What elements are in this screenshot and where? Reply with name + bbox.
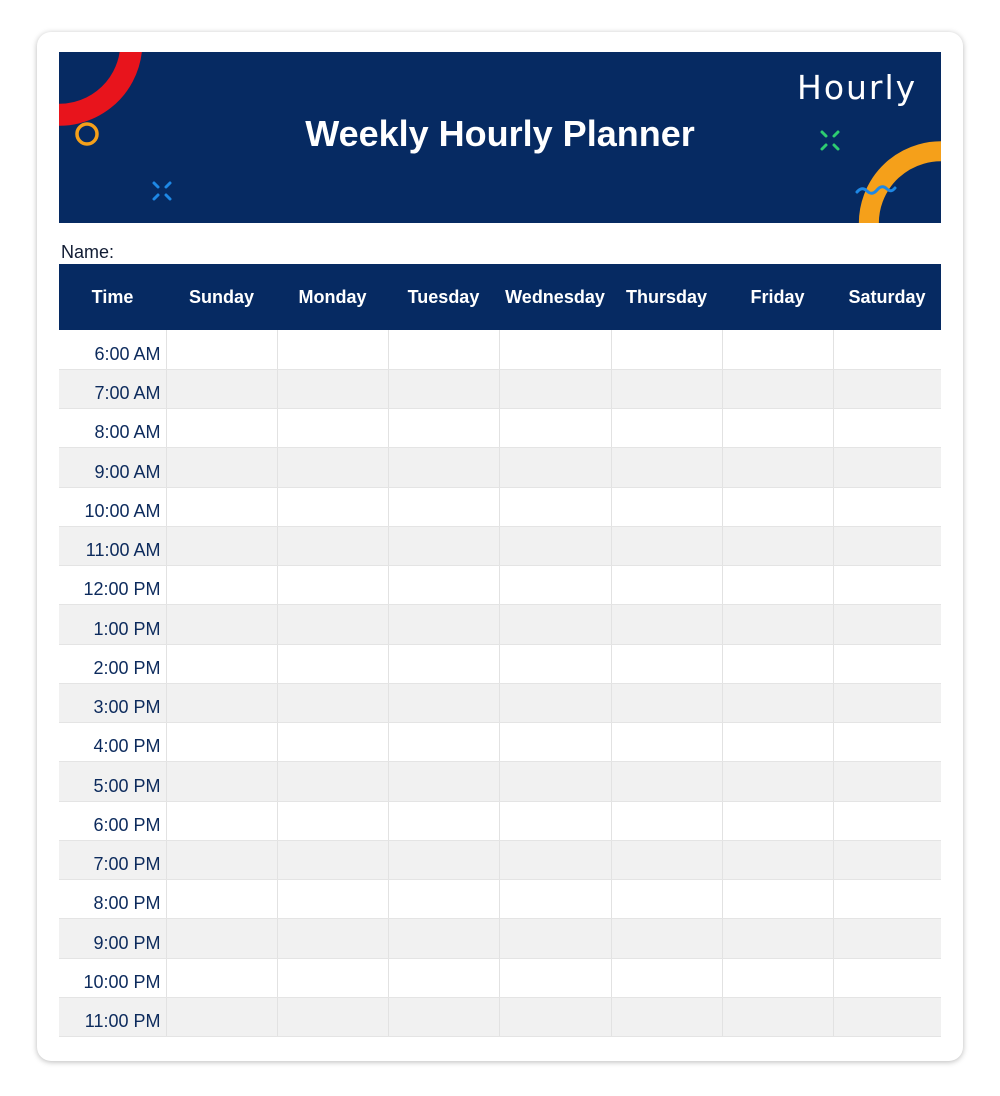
- planner-cell-tuesday[interactable]: [388, 644, 499, 683]
- planner-cell-sunday[interactable]: [166, 840, 277, 879]
- planner-cell-tuesday[interactable]: [388, 958, 499, 997]
- header-banner: [59, 52, 941, 223]
- planner-cell-saturday[interactable]: [833, 409, 941, 448]
- time-label: 10:00 AM: [59, 487, 166, 526]
- planner-cell-sunday[interactable]: [166, 409, 277, 448]
- planner-cell-friday[interactable]: [722, 526, 833, 565]
- planner-cell-wednesday[interactable]: [499, 880, 611, 919]
- planner-cell-friday[interactable]: [722, 330, 833, 369]
- planner-cell-wednesday[interactable]: [499, 409, 611, 448]
- planner-cell-tuesday[interactable]: [388, 683, 499, 722]
- planner-table: [59, 264, 941, 1037]
- planner-cell-thursday[interactable]: [611, 880, 722, 919]
- planner-cell-sunday[interactable]: [166, 448, 277, 487]
- planner-cell-sunday[interactable]: [166, 958, 277, 997]
- table-row: [59, 997, 941, 1036]
- table-row: [59, 840, 941, 879]
- planner-cell-tuesday[interactable]: [388, 566, 499, 605]
- planner-cell-saturday[interactable]: [833, 723, 941, 762]
- time-label: 11:00 PM: [59, 997, 166, 1036]
- time-label: 11:00 AM: [59, 526, 166, 565]
- table-row: [59, 605, 941, 644]
- planner-body: [59, 330, 941, 1037]
- planner-cell-wednesday[interactable]: [499, 487, 611, 526]
- planner-cell-sunday[interactable]: [166, 801, 277, 840]
- time-label: 8:00 PM: [59, 880, 166, 919]
- planner-cell-thursday[interactable]: [611, 723, 722, 762]
- planner-cell-wednesday[interactable]: [499, 919, 611, 958]
- red-arc-shape: [59, 52, 131, 115]
- table-row: [59, 526, 941, 565]
- planner-cell-thursday[interactable]: [611, 762, 722, 801]
- planner-cell-monday[interactable]: [277, 762, 388, 801]
- planner-cell-sunday[interactable]: [166, 919, 277, 958]
- planner-cell-wednesday[interactable]: [499, 330, 611, 369]
- planner-cell-thursday[interactable]: [611, 409, 722, 448]
- planner-cell-thursday[interactable]: [611, 644, 722, 683]
- page-title: Weekly Hourly Planner: [305, 113, 695, 154]
- time-label: 7:00 PM: [59, 840, 166, 879]
- planner-cell-tuesday[interactable]: [388, 369, 499, 408]
- planner-cell-sunday[interactable]: [166, 605, 277, 644]
- planner-cell-thursday[interactable]: [611, 526, 722, 565]
- blue-sparkle-icon: [154, 183, 170, 199]
- name-field-label: Name:: [61, 242, 115, 262]
- planner-cell-sunday[interactable]: [166, 330, 277, 369]
- planner-cell-sunday[interactable]: [166, 526, 277, 565]
- planner-cell-monday[interactable]: [277, 801, 388, 840]
- time-label: 2:00 PM: [59, 644, 166, 683]
- planner-cell-monday[interactable]: [277, 448, 388, 487]
- table-row: [59, 448, 941, 487]
- planner-cell-saturday[interactable]: [833, 880, 941, 919]
- planner-cell-friday[interactable]: [722, 919, 833, 958]
- planner-cell-wednesday[interactable]: [499, 997, 611, 1036]
- planner-cell-tuesday[interactable]: [388, 997, 499, 1036]
- planner-cell-sunday[interactable]: [166, 997, 277, 1036]
- time-label: 10:00 PM: [59, 958, 166, 997]
- planner-cell-saturday[interactable]: [833, 997, 941, 1036]
- planner-cell-thursday[interactable]: [611, 605, 722, 644]
- time-label: 12:00 PM: [59, 566, 166, 605]
- planner-cell-friday[interactable]: [722, 644, 833, 683]
- planner-cell-wednesday[interactable]: [499, 762, 611, 801]
- planner-cell-thursday[interactable]: [611, 330, 722, 369]
- planner-cell-thursday[interactable]: [611, 448, 722, 487]
- planner-cell-friday[interactable]: [722, 762, 833, 801]
- planner-cell-sunday[interactable]: [166, 566, 277, 605]
- table-row: [59, 487, 941, 526]
- planner-cell-friday[interactable]: [722, 997, 833, 1036]
- planner-cell-wednesday[interactable]: [499, 605, 611, 644]
- planner-cell-tuesday[interactable]: [388, 840, 499, 879]
- header-sunday: Sunday: [166, 264, 277, 330]
- planner-cell-thursday[interactable]: [611, 683, 722, 722]
- planner-cell-thursday[interactable]: [611, 958, 722, 997]
- planner-cell-sunday[interactable]: [166, 723, 277, 762]
- planner-cell-saturday[interactable]: [833, 919, 941, 958]
- planner-cell-thursday[interactable]: [611, 566, 722, 605]
- planner-cell-tuesday[interactable]: [388, 526, 499, 565]
- table-row: [59, 330, 941, 369]
- planner-cell-wednesday[interactable]: [499, 526, 611, 565]
- time-label: 4:00 PM: [59, 723, 166, 762]
- planner-cell-monday[interactable]: [277, 919, 388, 958]
- table-row: [59, 369, 941, 408]
- header-row: [59, 264, 941, 330]
- table-row: [59, 762, 941, 801]
- header-friday: Friday: [722, 264, 833, 330]
- planner-cell-tuesday[interactable]: [388, 723, 499, 762]
- planner-cell-saturday[interactable]: [833, 683, 941, 722]
- planner-cell-friday[interactable]: [722, 801, 833, 840]
- planner-cell-friday[interactable]: [722, 369, 833, 408]
- planner-cell-monday[interactable]: [277, 330, 388, 369]
- time-label: 6:00 PM: [59, 801, 166, 840]
- time-label: 3:00 PM: [59, 683, 166, 722]
- planner-cell-wednesday[interactable]: [499, 369, 611, 408]
- planner-cell-wednesday[interactable]: [499, 801, 611, 840]
- table-row: [59, 723, 941, 762]
- planner-cell-monday[interactable]: [277, 644, 388, 683]
- table-row: [59, 566, 941, 605]
- planner-cell-saturday[interactable]: [833, 526, 941, 565]
- planner-cell-tuesday[interactable]: [388, 919, 499, 958]
- planner-cell-sunday[interactable]: [166, 880, 277, 919]
- planner-cell-thursday[interactable]: [611, 840, 722, 879]
- planner-cell-wednesday[interactable]: [499, 644, 611, 683]
- planner-cell-monday[interactable]: [277, 840, 388, 879]
- planner-cell-saturday[interactable]: [833, 840, 941, 879]
- planner-cell-friday[interactable]: [722, 723, 833, 762]
- planner-cell-monday[interactable]: [277, 605, 388, 644]
- planner-cell-monday[interactable]: [277, 997, 388, 1036]
- planner-cell-friday[interactable]: [722, 605, 833, 644]
- time-label: 7:00 AM: [59, 369, 166, 408]
- planner-cell-tuesday[interactable]: [388, 330, 499, 369]
- planner-cell-sunday[interactable]: [166, 683, 277, 722]
- planner-cell-wednesday[interactable]: [499, 958, 611, 997]
- table-row: [59, 919, 941, 958]
- planner-cell-tuesday[interactable]: [388, 762, 499, 801]
- planner-cell-tuesday[interactable]: [388, 880, 499, 919]
- planner-cell-wednesday[interactable]: [499, 566, 611, 605]
- planner-cell-monday[interactable]: [277, 487, 388, 526]
- time-label: 6:00 AM: [59, 330, 166, 369]
- time-label: 1:00 PM: [59, 605, 166, 644]
- hourly-logo: Hourly: [797, 68, 918, 107]
- planner-cell-friday[interactable]: [722, 880, 833, 919]
- planner-cell-saturday[interactable]: [833, 566, 941, 605]
- planner-cell-saturday[interactable]: [833, 330, 941, 369]
- planner-cell-saturday[interactable]: [833, 487, 941, 526]
- planner-cell-tuesday[interactable]: [388, 801, 499, 840]
- planner-cell-friday[interactable]: [722, 958, 833, 997]
- planner-cell-friday[interactable]: [722, 840, 833, 879]
- table-row: [59, 880, 941, 919]
- header-thursday: Thursday: [611, 264, 722, 330]
- planner-cell-sunday[interactable]: [166, 762, 277, 801]
- planner-cell-wednesday[interactable]: [499, 840, 611, 879]
- planner-cell-saturday[interactable]: [833, 605, 941, 644]
- planner-cell-tuesday[interactable]: [388, 605, 499, 644]
- planner-cell-friday[interactable]: [722, 683, 833, 722]
- planner-cell-sunday[interactable]: [166, 487, 277, 526]
- table-row: [59, 683, 941, 722]
- table-row: [59, 409, 941, 448]
- planner-cell-wednesday[interactable]: [499, 448, 611, 487]
- planner-cell-friday[interactable]: [722, 487, 833, 526]
- planner-cell-wednesday[interactable]: [499, 683, 611, 722]
- table-row: [59, 644, 941, 683]
- planner-cell-wednesday[interactable]: [499, 723, 611, 762]
- header-monday: Monday: [277, 264, 388, 330]
- planner-cell-monday[interactable]: [277, 409, 388, 448]
- header-time: Time: [59, 264, 166, 330]
- planner-cell-monday[interactable]: [277, 369, 388, 408]
- planner-cell-monday[interactable]: [277, 958, 388, 997]
- header-tuesday: Tuesday: [388, 264, 499, 330]
- planner-cell-sunday[interactable]: [166, 644, 277, 683]
- planner-cell-thursday[interactable]: [611, 801, 722, 840]
- planner-cell-thursday[interactable]: [611, 369, 722, 408]
- time-label: 9:00 PM: [59, 919, 166, 958]
- planner-cell-thursday[interactable]: [611, 919, 722, 958]
- planner-cell-monday[interactable]: [277, 526, 388, 565]
- planner-cell-friday[interactable]: [722, 566, 833, 605]
- header-saturday: Saturday: [833, 264, 941, 330]
- planner-cell-monday[interactable]: [277, 566, 388, 605]
- planner-cell-saturday[interactable]: [833, 958, 941, 997]
- time-label: 5:00 PM: [59, 762, 166, 801]
- planner-cell-thursday[interactable]: [611, 997, 722, 1036]
- planner-cell-friday[interactable]: [722, 448, 833, 487]
- planner-cell-friday[interactable]: [722, 409, 833, 448]
- table-row: [59, 958, 941, 997]
- planner-cell-monday[interactable]: [277, 683, 388, 722]
- planner-cell-monday[interactable]: [277, 880, 388, 919]
- planner-cell-saturday[interactable]: [833, 448, 941, 487]
- planner-cell-monday[interactable]: [277, 723, 388, 762]
- table-row: [59, 801, 941, 840]
- planner-cell-tuesday[interactable]: [388, 448, 499, 487]
- planner-cell-tuesday[interactable]: [388, 409, 499, 448]
- planner-cell-saturday[interactable]: [833, 762, 941, 801]
- time-label: 8:00 AM: [59, 409, 166, 448]
- planner-cell-saturday[interactable]: [833, 369, 941, 408]
- header-wednesday: Wednesday: [499, 264, 611, 330]
- planner-cell-saturday[interactable]: [833, 644, 941, 683]
- planner-cell-sunday[interactable]: [166, 369, 277, 408]
- planner-cell-tuesday[interactable]: [388, 487, 499, 526]
- time-label: 9:00 AM: [59, 448, 166, 487]
- planner-cell-saturday[interactable]: [833, 801, 941, 840]
- planner-cell-thursday[interactable]: [611, 487, 722, 526]
